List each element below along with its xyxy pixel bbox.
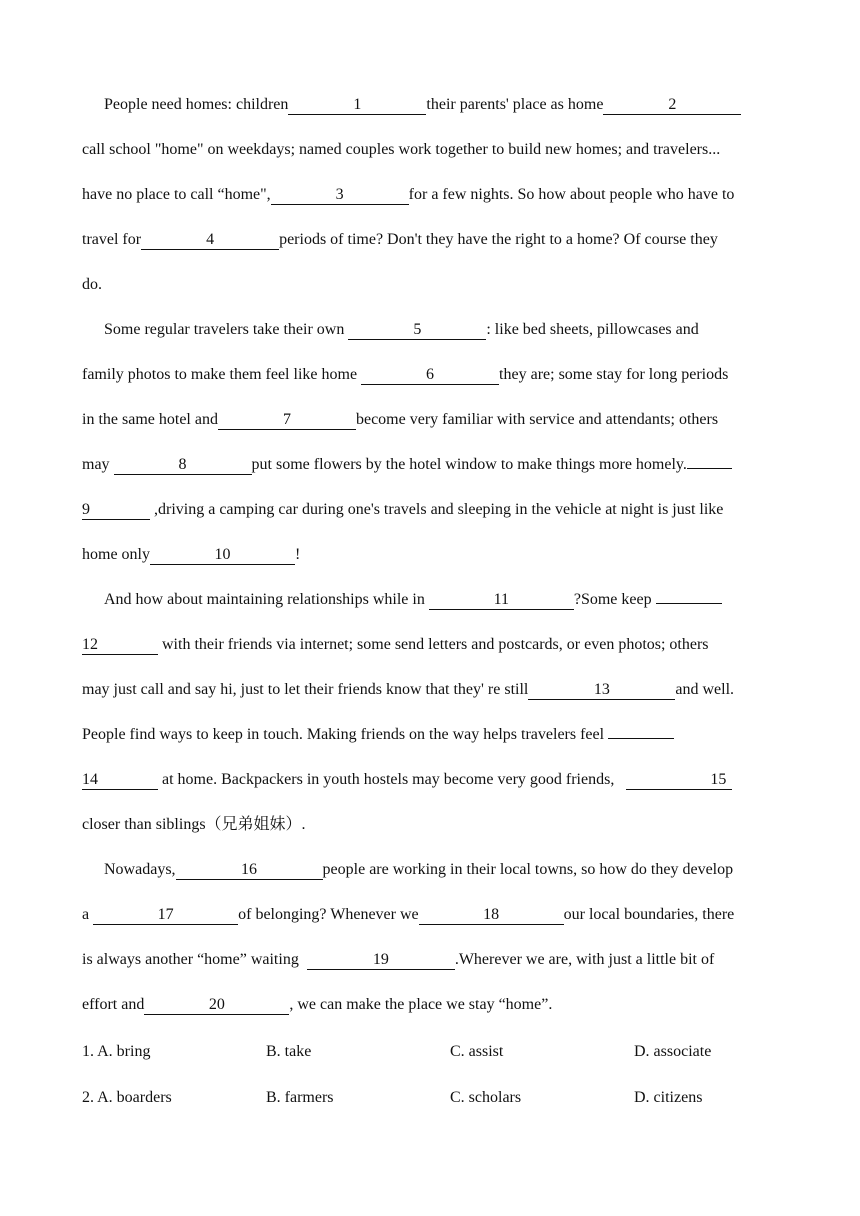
passage-line: People need homes: children 1 their parents' place as home 2 (104, 95, 741, 115)
blank-7[interactable]: 7 (218, 411, 356, 430)
blank-5[interactable]: 5 (348, 321, 486, 340)
passage-line: 12 with their friends via internet; some send letters and postcards, or even photos; others (82, 636, 709, 653)
blank-11[interactable]: 11 (429, 591, 574, 610)
option-c[interactable]: C. assist (450, 1043, 504, 1060)
blank-13[interactable]: 13 (528, 681, 675, 700)
passage-line: travel for 4 periods of time? Don't they have the right to a home? Of course they (82, 231, 718, 248)
passage-line: a 17 of belonging? Whenever we 18 our local boundaries, there (82, 906, 735, 923)
passage-line: 14 at home. Backpackers in youth hostels may become very good friends, 15 (82, 770, 732, 790)
passage-line: 9 ,driving a camping car during one's travels and sleeping in the vehicle at night is just like (82, 501, 724, 518)
option-b[interactable]: B. take (266, 1043, 312, 1060)
blank-6[interactable]: 6 (361, 366, 499, 385)
blank-10[interactable]: 10 (150, 546, 295, 565)
blank-15[interactable]: 15 (626, 771, 732, 790)
blank-4[interactable]: 4 (141, 231, 279, 250)
blank-3[interactable]: 3 (271, 186, 409, 205)
option-a[interactable]: 2. A. boarders (82, 1089, 172, 1106)
blank-1[interactable]: 1 (288, 96, 426, 115)
blank-16[interactable]: 16 (176, 861, 323, 880)
passage-line: call school "home" on weekdays; named couples work together to build new homes; and travelers... (82, 141, 721, 158)
passage-line: People find ways to keep in touch. Making friends on the way helps travelers feel (82, 725, 674, 745)
blank-12-start[interactable] (656, 603, 722, 604)
blank-18[interactable]: 18 (419, 906, 564, 925)
blank-14[interactable]: 14 (82, 771, 158, 790)
blank-9[interactable]: 9 (82, 501, 150, 520)
blank-20[interactable]: 20 (144, 996, 289, 1015)
blank-9-start[interactable] (687, 468, 732, 469)
passage-line: home only 10 ! (82, 546, 301, 563)
blank-2[interactable]: 2 (603, 96, 741, 115)
option-c[interactable]: C. scholars (450, 1089, 522, 1106)
passage-line: family photos to make them feel like home 6 they are; some stay for long periods (82, 366, 729, 383)
blank-14-start[interactable] (608, 738, 674, 739)
passage-line: closer than siblings（兄弟姐妹）. (82, 816, 306, 833)
passage-line: do. (82, 276, 102, 293)
option-d[interactable]: D. citizens (634, 1089, 703, 1106)
option-a[interactable]: 1. A. bring (82, 1043, 151, 1060)
passage-line: Nowadays, 16 people are working in their local towns, so how do they develop (104, 861, 734, 878)
passage-line: may 8 put some flowers by the hotel window to make things more homely. (82, 455, 732, 475)
passage-line: Some regular travelers take their own 5 : like bed sheets, pillowcases and (104, 321, 699, 338)
passage-line: effort and 20 , we can make the place we stay “home”. (82, 996, 553, 1013)
option-d[interactable]: D. associate (634, 1043, 712, 1060)
blank-17[interactable]: 17 (93, 906, 238, 925)
passage-line: may just call and say hi, just to let their friends know that they' re still 13 and well. (82, 681, 735, 698)
passage-line: have no place to call “home", 3 for a few nights. So how about people who have to (82, 186, 735, 203)
passage-line: in the same hotel and 7 become very familiar with service and attendants; others (82, 411, 719, 428)
blank-8[interactable]: 8 (114, 456, 252, 475)
passage-line: And how about maintaining relationships while in 11 ?Some keep (104, 590, 722, 610)
blank-12[interactable]: 12 (82, 636, 158, 655)
option-b[interactable]: B. farmers (266, 1089, 334, 1106)
passage-line: is always another “home” waiting 19 .Wherever we are, with just a little bit of (82, 951, 715, 968)
blank-19[interactable]: 19 (307, 951, 455, 970)
